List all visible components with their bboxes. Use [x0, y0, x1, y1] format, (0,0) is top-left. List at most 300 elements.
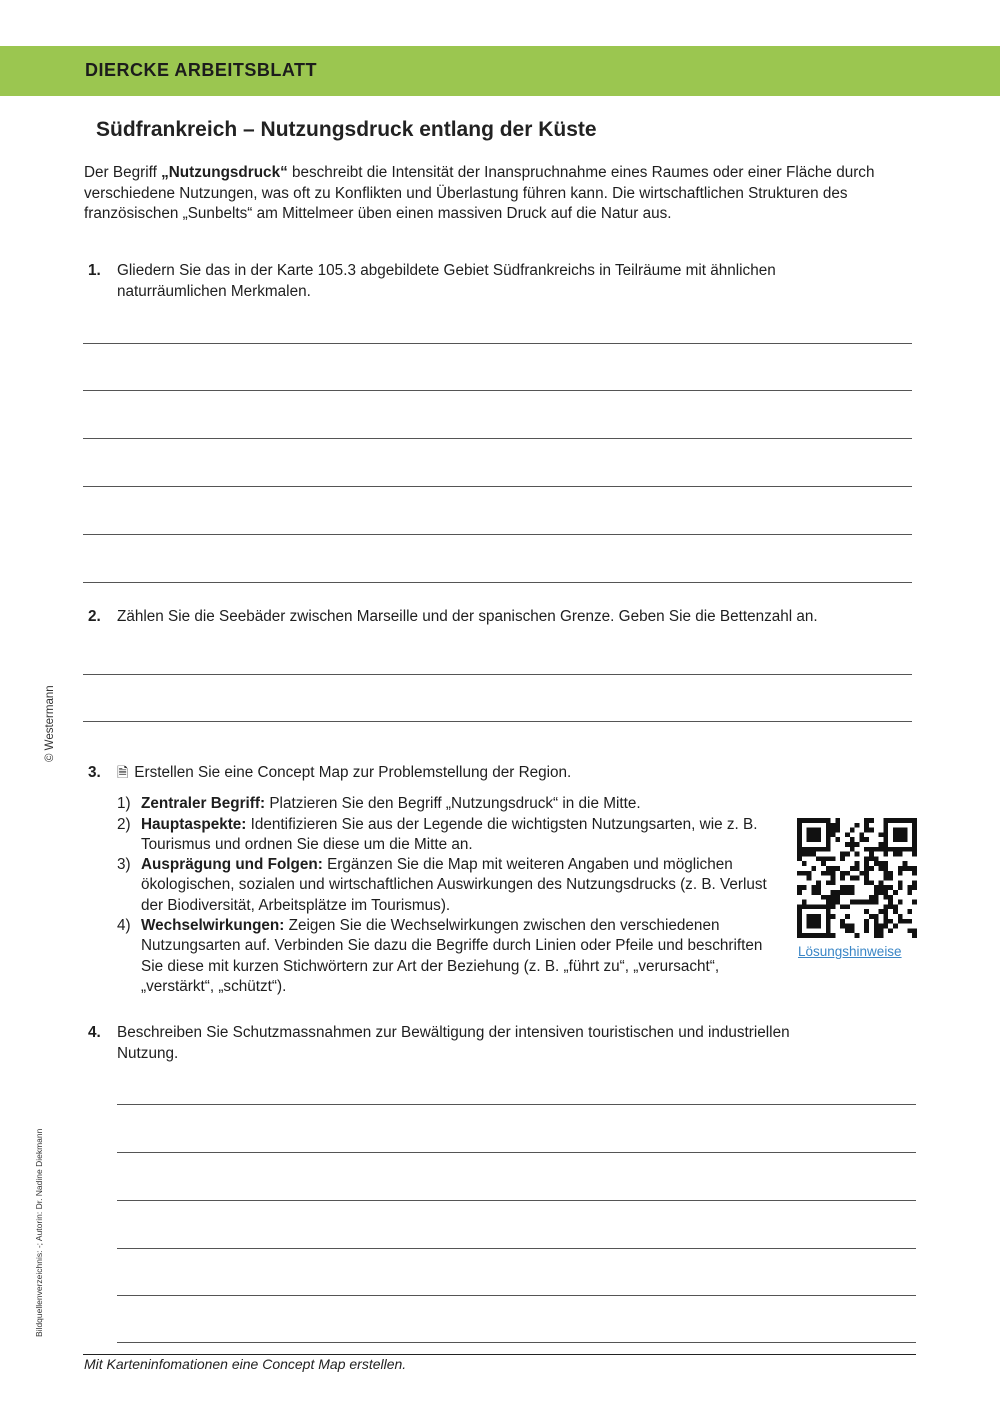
qr-module: [850, 890, 855, 895]
qr-module: [874, 847, 879, 852]
qr-module: [811, 852, 816, 857]
qr-module: [893, 818, 898, 823]
subtask-text: [141, 815, 781, 856]
qr-module: [811, 914, 816, 919]
qr-module: [898, 852, 903, 857]
qr-module: [826, 914, 831, 919]
qr-module: [888, 919, 893, 924]
subtask-keyword: Zentraler Begriff:: [141, 795, 266, 812]
qr-module: [874, 933, 879, 938]
qr-module: [826, 928, 831, 933]
qr-module: [826, 828, 831, 833]
qr-module: [811, 904, 816, 909]
qr-module: [907, 847, 912, 852]
qr-module: [864, 823, 869, 828]
qr-module: [821, 847, 826, 852]
qr-module: [811, 885, 816, 890]
answer-line[interactable]: [83, 438, 912, 439]
qr-module: [869, 914, 874, 919]
qr-module: [874, 856, 879, 861]
qr-module: [888, 847, 893, 852]
qr-module: [826, 895, 831, 900]
qr-module: [811, 866, 816, 871]
qr-module: [883, 914, 888, 919]
qr-module: [888, 818, 893, 823]
answer-line[interactable]: [117, 1200, 916, 1201]
qr-module: [864, 856, 869, 861]
qr-module: [807, 933, 812, 938]
qr-module: [864, 900, 869, 905]
qr-module: [797, 904, 802, 909]
qr-module: [821, 856, 826, 861]
qr-module: [802, 861, 807, 866]
task-text-line: Beschreiben Sie Schutzmassnahmen zur Bewältigung der intensiven touristischen und industriellen: [117, 1024, 790, 1041]
document-icon: 🗎: [117, 764, 129, 780]
qr-module: [883, 876, 888, 881]
qr-module: [826, 871, 831, 876]
qr-module: [879, 924, 884, 929]
qr-module: [821, 861, 826, 866]
qr-module: [898, 885, 903, 890]
qr-module: [831, 832, 836, 837]
qr-module: [898, 914, 903, 919]
qr-module: [864, 876, 869, 881]
subtask-4: [117, 916, 777, 997]
qr-module: [903, 866, 908, 871]
answer-line[interactable]: [83, 343, 912, 344]
solution-hints-link[interactable]: Lösungshinweise: [798, 944, 902, 959]
qr-module: [797, 914, 802, 919]
qr-module: [850, 876, 855, 881]
task-text-line: Nutzung.: [117, 1045, 179, 1062]
task-number: 4.: [88, 1024, 101, 1041]
qr-module: [855, 861, 860, 866]
qr-module: [840, 890, 845, 895]
qr-module: [912, 828, 917, 833]
qr-module: [864, 928, 869, 933]
answer-line[interactable]: [83, 390, 912, 391]
qr-module: [840, 885, 845, 890]
qr-module: [840, 856, 845, 861]
qr-module: [855, 866, 860, 871]
qr-module: [840, 876, 845, 881]
qr-module: [850, 837, 855, 842]
subtask-keyword: Ausprägung und Folgen:: [141, 856, 323, 873]
qr-module: [831, 904, 836, 909]
qr-module: [883, 828, 888, 833]
qr-module: [903, 818, 908, 823]
qr-module: [869, 895, 874, 900]
answer-line[interactable]: [83, 582, 912, 583]
answer-line[interactable]: [117, 1342, 916, 1343]
qr-module: [802, 933, 807, 938]
answer-line[interactable]: [117, 1104, 916, 1105]
qr-module: [831, 876, 836, 881]
intro-post: beschreibt die Intensität der Inanspruchnahme eines Raumes oder einer Fläche durch verschiedene Nutzungen, was oft zu Konflikten und Überlastung führen kann. Die wirtschaftlichen Strukturen des französischen „Sunbelts“ am Mittelmeer üben einen massiven Druck auf die Natur aus.: [84, 164, 875, 222]
qr-module: [879, 832, 884, 837]
qr-module: [845, 832, 850, 837]
footer-note: Mit Karteninfomationen eine Concept Map erstellen.: [84, 1356, 407, 1372]
answer-line[interactable]: [117, 1152, 916, 1153]
qr-module: [797, 842, 802, 847]
qr-module: [912, 933, 917, 938]
qr-module: [879, 890, 884, 895]
qr-module: [883, 866, 888, 871]
qr-module: [816, 847, 821, 852]
qr-module: [888, 871, 893, 876]
qr-module: [888, 904, 893, 909]
qr-module: [821, 933, 826, 938]
answer-line[interactable]: [83, 674, 912, 675]
qr-module: [845, 904, 850, 909]
task-number: 2.: [88, 608, 101, 625]
qr-module: [874, 919, 879, 924]
qr-module: [883, 895, 888, 900]
qr-module: [850, 928, 855, 933]
qr-module: [797, 933, 802, 938]
qr-module: [826, 866, 831, 871]
qr-module: [898, 832, 903, 837]
qr-module: [912, 852, 917, 857]
task-number: 3.: [88, 764, 101, 781]
qr-module: [898, 919, 903, 924]
qr-module: [883, 832, 888, 837]
qr-module: [802, 900, 807, 905]
qr-module: [831, 890, 836, 895]
qr-module: [807, 919, 812, 924]
qr-module: [912, 928, 917, 933]
qr-module: [826, 919, 831, 924]
qr-module: [874, 928, 879, 933]
task-text: [117, 1022, 790, 1064]
subtask-text: [141, 794, 781, 814]
qr-module: [826, 847, 831, 852]
qr-module: [807, 904, 812, 909]
qr-module: [869, 818, 874, 823]
qr-module: [883, 919, 888, 924]
qr-module: [811, 933, 816, 938]
qr-module: [888, 876, 893, 881]
qr-module: [831, 828, 836, 833]
subtask-text: [141, 855, 781, 916]
qr-module: [864, 909, 869, 914]
qr-module: [879, 866, 884, 871]
answer-line[interactable]: [83, 486, 912, 487]
qr-module: [816, 837, 821, 842]
qr-module: [883, 871, 888, 876]
task-3: [88, 762, 928, 784]
qr-module: [816, 856, 821, 861]
qr-module: [864, 837, 869, 842]
qr-module: [893, 852, 898, 857]
qr-module: [907, 919, 912, 924]
qr-module: [864, 861, 869, 866]
qr-module: [807, 847, 812, 852]
qr-module: [816, 914, 821, 919]
qr-module: [831, 880, 836, 885]
task-text: [117, 260, 776, 302]
qr-module: [903, 861, 908, 866]
qr-module: [864, 924, 869, 929]
qr-module: [879, 861, 884, 866]
task-text-line: Erstellen Sie eine Concept Map zur Problemstellung der Region.: [134, 764, 572, 781]
qr-module: [898, 847, 903, 852]
footer-divider: [83, 1354, 916, 1355]
worksheet-title: Südfrankreich – Nutzungsdruck entlang der Küste: [96, 118, 597, 141]
qr-module: [864, 847, 869, 852]
qr-module: [835, 818, 840, 823]
qr-module: [864, 919, 869, 924]
qr-module: [835, 895, 840, 900]
qr-module: [835, 890, 840, 895]
qr-module: [797, 856, 802, 861]
qr-module: [811, 890, 816, 895]
qr-module: [826, 900, 831, 905]
qr-module: [859, 900, 864, 905]
qr-module: [903, 837, 908, 842]
qr-module: [850, 924, 855, 929]
answer-line[interactable]: [83, 721, 912, 722]
qr-module: [797, 871, 802, 876]
subtask-2: [117, 815, 777, 856]
qr-module: [807, 832, 812, 837]
subtask-text: [141, 916, 781, 997]
qr-module: [807, 914, 812, 919]
qr-module: [811, 847, 816, 852]
subtask-number: 1): [117, 795, 131, 812]
subtask-keyword: Wechselwirkungen:: [141, 917, 285, 934]
qr-module: [879, 842, 884, 847]
qr-module: [903, 919, 908, 924]
qr-module: [797, 832, 802, 837]
qr-module: [912, 823, 917, 828]
qr-module: [879, 847, 884, 852]
qr-module: [898, 818, 903, 823]
qr-module: [864, 871, 869, 876]
qr-module: [898, 828, 903, 833]
qr-module: [826, 933, 831, 938]
qr-module: [797, 928, 802, 933]
qr-module: [811, 832, 816, 837]
qr-module: [835, 900, 840, 905]
subtask-number: 3): [117, 856, 131, 873]
qr-module: [879, 928, 884, 933]
qr-module: [826, 832, 831, 837]
qr-module: [802, 871, 807, 876]
qr-module: [855, 842, 860, 847]
qr-module: [883, 837, 888, 842]
qr-module: [883, 904, 888, 909]
subtask-body: Identifizieren Sie aus der Legende die wichtigsten Nutzungsarten, wie z. B. Tourismus und ordnen Sie diese um die Mitte an.: [141, 816, 758, 854]
qr-module: [864, 828, 869, 833]
qr-module: [831, 823, 836, 828]
qr-module: [845, 890, 850, 895]
qr-module: [874, 914, 879, 919]
qr-module: [883, 847, 888, 852]
qr-module: [869, 852, 874, 857]
qr-module: [855, 876, 860, 881]
copyright-label: © Westermann: [44, 685, 56, 762]
qr-module: [821, 818, 826, 823]
qr-module: [850, 842, 855, 847]
qr-module: [912, 837, 917, 842]
qr-module: [811, 919, 816, 924]
qr-module: [883, 861, 888, 866]
qr-module: [821, 904, 826, 909]
qr-module: [840, 852, 845, 857]
qr-module: [864, 880, 869, 885]
qr-module: [811, 828, 816, 833]
subtask-body: Ergänzen Sie die Map mit weiteren Angaben und möglichen ökologischen, sozialen und wirtschaftlichen Auswirkungen des Nutzungsdrucks (z. B. Verlust der Biodiversität, Arbeitsplätze im Tourismus).: [141, 856, 767, 914]
qr-module: [845, 924, 850, 929]
qr-module: [802, 847, 807, 852]
qr-module: [802, 885, 807, 890]
qr-module: [802, 904, 807, 909]
intro-paragraph: [84, 163, 924, 225]
qr-module: [816, 885, 821, 890]
qr-module: [797, 919, 802, 924]
qr-module: [831, 856, 836, 861]
qr-module: [845, 871, 850, 876]
qr-module: [893, 828, 898, 833]
qr-module: [797, 818, 802, 823]
subtask-number: 2): [117, 816, 131, 833]
qr-module: [907, 885, 912, 890]
qr-module: [879, 933, 884, 938]
qr-module: [826, 880, 831, 885]
qr-module: [816, 919, 821, 924]
qr-module: [888, 885, 893, 890]
intro-pre: Der Begriff: [84, 164, 162, 181]
qr-module: [864, 866, 869, 871]
qr-module: [883, 818, 888, 823]
task-1: [88, 260, 928, 304]
qr-module: [840, 871, 845, 876]
qr-module: [912, 842, 917, 847]
qr-module: [883, 890, 888, 895]
qr-module: [797, 885, 802, 890]
qr-module: [883, 823, 888, 828]
qr-module: [898, 900, 903, 905]
qr-module: [879, 909, 884, 914]
qr-module: [903, 828, 908, 833]
qr-module: [879, 880, 884, 885]
answer-line[interactable]: [83, 534, 912, 535]
qr-module: [807, 871, 812, 876]
worksheet-header-bar: [0, 46, 1000, 96]
qr-module: [831, 895, 836, 900]
qr-module: [912, 866, 917, 871]
task-text-line: Gliedern Sie das in der Karte 105.3 abgebildete Gebiet Südfrankreichs in Teilräume mit ähnlichen: [117, 262, 776, 279]
qr-module: [912, 880, 917, 885]
qr-module: [840, 904, 845, 909]
qr-module: [893, 832, 898, 837]
qr-module: [912, 900, 917, 905]
qr-module: [893, 924, 898, 929]
qr-module: [855, 933, 860, 938]
qr-module: [869, 880, 874, 885]
qr-module: [816, 933, 821, 938]
qr-module: [831, 914, 836, 919]
qr-module: [816, 890, 821, 895]
qr-module: [869, 866, 874, 871]
qr-module: [845, 842, 850, 847]
qr-module: [835, 837, 840, 842]
qr-module: [807, 837, 812, 842]
qr-module: [797, 828, 802, 833]
qr-module: [907, 866, 912, 871]
task-text: Zählen Sie die Seebäder zwischen Marseille und der spanischen Grenze. Geben Sie die Bettenzahl an.: [117, 608, 818, 625]
qr-module: [850, 885, 855, 890]
qr-module: [855, 852, 860, 857]
qr-module: [816, 818, 821, 823]
subtask-3: [117, 855, 777, 916]
qr-module: [893, 909, 898, 914]
task-number: 1.: [88, 262, 101, 279]
qr-module: [797, 852, 802, 857]
qr-module: [850, 900, 855, 905]
qr-module: [845, 914, 850, 919]
qr-module: [831, 866, 836, 871]
answer-line[interactable]: [117, 1295, 916, 1296]
qr-module: [888, 928, 893, 933]
answer-line[interactable]: [117, 1248, 916, 1249]
qr-module: [874, 924, 879, 929]
qr-module: [835, 828, 840, 833]
qr-module: [826, 842, 831, 847]
subtask-keyword: Hauptaspekte:: [141, 816, 247, 833]
qr-module: [883, 842, 888, 847]
qr-module: [816, 904, 821, 909]
task-4: [88, 1022, 928, 1066]
qr-module: [835, 866, 840, 871]
qr-module: [850, 828, 855, 833]
qr-module: [831, 900, 836, 905]
qr-module: [807, 828, 812, 833]
qr-module: [855, 900, 860, 905]
qr-module: [903, 832, 908, 837]
qr-module: [797, 909, 802, 914]
qr-module: [816, 924, 821, 929]
qr-module: [826, 909, 831, 914]
subtask-body: Platzieren Sie den Begriff „Nutzungsdruck“ in die Mitte.: [265, 795, 641, 812]
qr-module: [811, 818, 816, 823]
qr-module: [888, 895, 893, 900]
qr-module: [807, 818, 812, 823]
qr-module: [816, 832, 821, 837]
task-text-line: naturräumlichen Merkmalen.: [117, 283, 311, 300]
qr-module: [903, 847, 908, 852]
qr-module: [816, 828, 821, 833]
qr-module: [807, 876, 812, 881]
qr-module: [883, 852, 888, 857]
qr-code-icon[interactable]: [797, 818, 917, 938]
qr-module: [850, 866, 855, 871]
qr-module: [879, 885, 884, 890]
qr-module: [797, 890, 802, 895]
qr-module: [883, 885, 888, 890]
qr-module: [840, 924, 845, 929]
subtask-body: Zeigen Sie die Wechselwirkungen zwischen den verschiedenen Nutzungsarten auf. Verbinden Sie dazu die Begriffe durch Linien oder Pfeile und beschriften Sie diese mit kurzen Stichwörtern zur Art der Beziehung (z. B. „führt zu“, „verursacht“, „verstärkt“, „schützt“).: [141, 917, 763, 995]
qr-module: [912, 847, 917, 852]
qr-module: [845, 885, 850, 890]
qr-module: [855, 823, 860, 828]
qr-module: [883, 909, 888, 914]
qr-module: [826, 818, 831, 823]
qr-module: [898, 837, 903, 842]
qr-module: [874, 890, 879, 895]
qr-module: [802, 852, 807, 857]
